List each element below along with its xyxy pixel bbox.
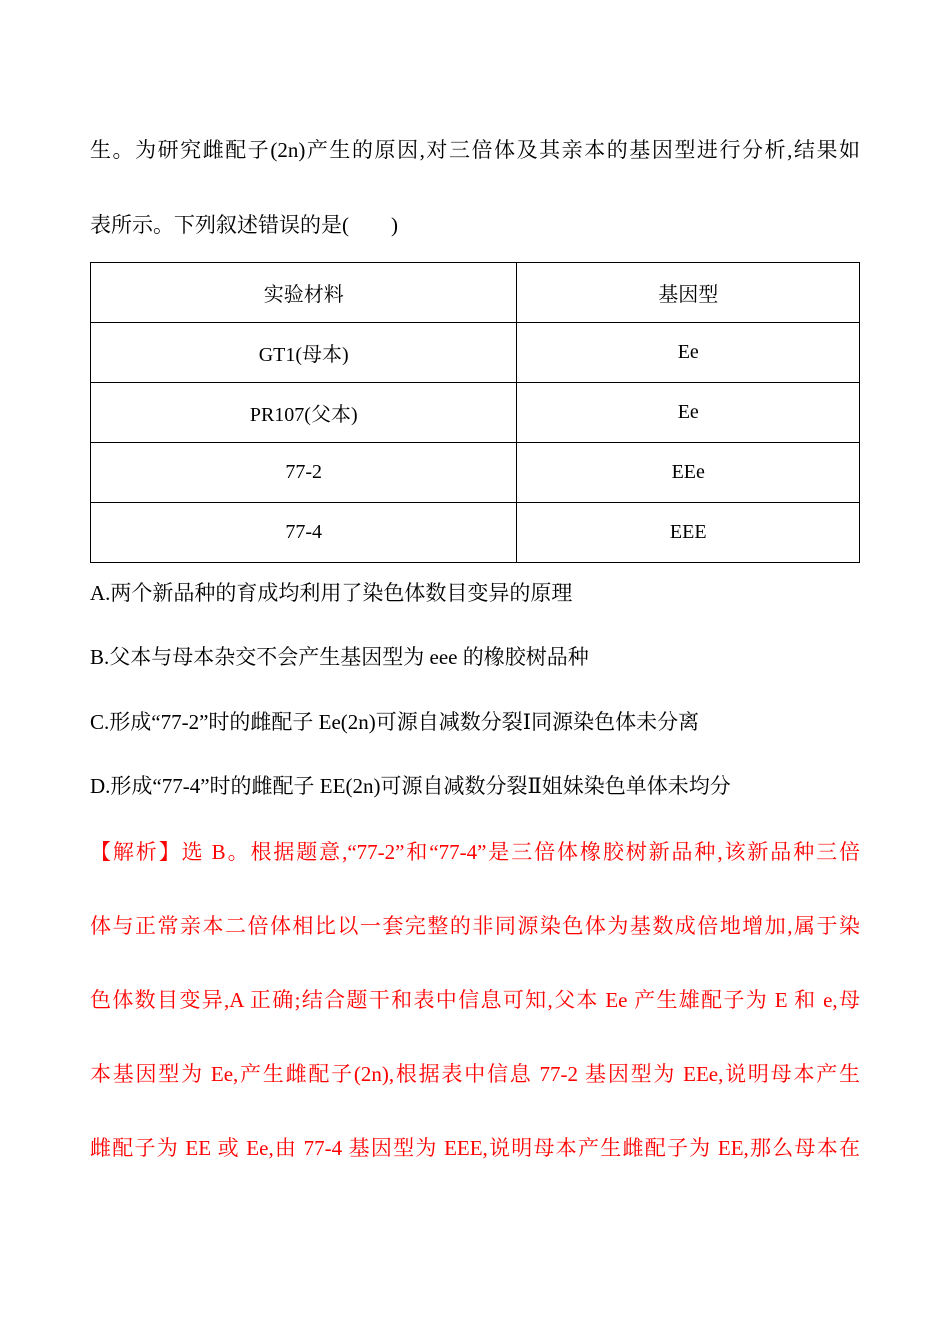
table-cell-material: 77-2	[91, 443, 517, 503]
intro-line-1: 生。为研究雌配子(2n)产生的原因,对三倍体及其亲本的基因型进行分析,结果如	[90, 138, 860, 162]
table-cell-genotype: Ee	[517, 323, 860, 383]
analysis-line-3: 色体数目变异,A 正确;结合题干和表中信息可知,父本 Ee 产生雄配子为 E 和 e,母	[90, 988, 860, 1012]
option-b: B.父本与母本杂交不会产生基因型为 eee 的橡胶树品种	[90, 645, 589, 669]
genotype-table	[90, 262, 860, 563]
table-cell-genotype: EEe	[517, 443, 860, 503]
table-cell-genotype: Ee	[517, 383, 860, 443]
option-c: C.形成“77-2”时的雌配子 Ee(2n)可源自减数分裂Ⅰ同源染色体未分离	[90, 710, 700, 734]
table-header-cell: 实验材料	[91, 263, 517, 323]
option-a: A.两个新品种的育成均利用了染色体数目变异的原理	[90, 581, 573, 605]
analysis-line-2: 体与正常亲本二倍体相比以一套完整的非同源染色体为基数成倍地增加,属于染	[90, 914, 860, 938]
table-cell-genotype: EEE	[517, 503, 860, 563]
analysis-line-5: 雌配子为 EE 或 Ee,由 77-4 基因型为 EEE,说明母本产生雌配子为 EE,那么母本在	[90, 1136, 860, 1160]
intro-line-2: 表所示。下列叙述错误的是( )	[90, 213, 398, 237]
option-d: D.形成“77-4”时的雌配子 EE(2n)可源自减数分裂Ⅱ姐妹染色单体未均分	[90, 774, 731, 798]
analysis-line-1: 【解析】选 B。根据题意,“77-2”和“77-4”是三倍体橡胶树新品种,该新品种三倍	[90, 840, 860, 864]
table-row	[91, 323, 860, 383]
table-header-row	[91, 263, 860, 323]
table-row	[91, 503, 860, 563]
table-row	[91, 443, 860, 503]
table-cell-material: GT1(母本)	[91, 323, 517, 383]
table-cell-material: 77-4	[91, 503, 517, 563]
table-header-cell: 基因型	[517, 263, 860, 323]
analysis-line-4: 本基因型为 Ee,产生雌配子(2n),根据表中信息 77-2 基因型为 EEe,说明母本产生	[90, 1062, 860, 1086]
table-row	[91, 383, 860, 443]
table-cell-material: PR107(父本)	[91, 383, 517, 443]
